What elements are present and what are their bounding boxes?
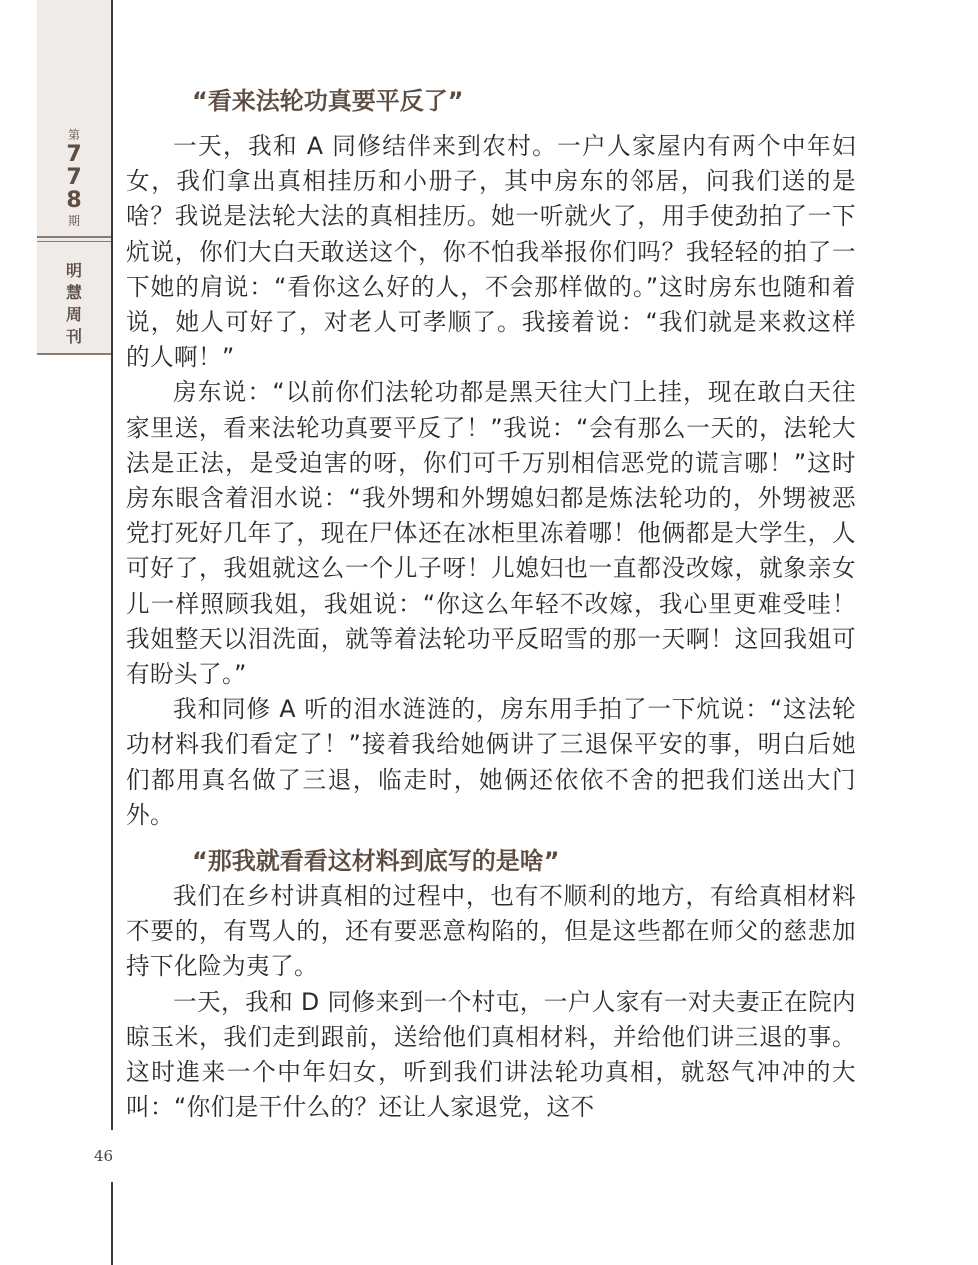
- magazine-name-char: 明: [65, 261, 82, 280]
- issue-digit: 8: [66, 188, 82, 213]
- issue-digit: 7: [66, 142, 82, 167]
- paragraph: 房东说：“以前你们法轮功都是黑天往大门上挂，现在敢白天往家里送，看来法轮功真要平反了！”我说：“会有那么一天的，法轮大法是正法，是受迫害的呀，你们可千万别相信恶党的谎言哪！”这时房东眼含着泪水说：“我外甥和外甥媳妇都是炼法轮功的，外甥被恶党打死好几年了，现在尸体还在冰柜里冻着哪！他俩都是大学生，人可好了，我姐就这么一个儿子呀！儿媳妇也一直都没改嫁，就象亲女儿一样照顾我姐，我姐说：“你这么年轻不改嫁，我心里更难受哇！我姐整天以泪洗面，就等着法轮功平反昭雪的那一天啊！这回我姐可有盼头了。”: [126, 378, 856, 689]
- magazine-name-char: 周: [65, 305, 82, 324]
- tab-divider: [37, 241, 111, 242]
- page-number: 46: [94, 1147, 114, 1165]
- tab-divider: [37, 236, 111, 238]
- section-heading: “看来法轮功真要平反了”: [192, 87, 464, 115]
- magazine-name-char: 刊: [65, 327, 82, 346]
- margin-rule: [111, 0, 113, 1265]
- paragraph: 一天，我和 A 同修结伴来到农村。一户人家屋内有两个中年妇女，我们拿出真相挂历和小册子，其中房东的邻居，问我们送的是啥？我说是法轮大法的真相挂历。她一听就火了，用手使劲拍了一下炕说，你们大白天敢送这个，你不怕我举报你们吗？我轻轻的拍了一下她的肩说：“看你这么好的人，不会那样做的。”这时房东也随和着说，她人可好了，对老人可孝顺了。我接着说：“我们就是来救这样的人啊！”: [126, 132, 856, 372]
- paragraph: 我和同修 A 听的泪水涟涟的，房东用手拍了一下炕说：“这法轮功材料我们看定了！”接着我给她俩讲了三退保平安的事，明白后她们都用真名做了三退，临走时，她俩还依依不舍的把我们送出大门外。: [126, 695, 856, 829]
- issue-side-tab: [37, 0, 111, 355]
- paragraph: 我们在乡村讲真相的过程中，也有不顺利的地方，有给真相材料不要的，有骂人的，还有要恶意构陷的，但是这些都在师父的慈悲加持下化险为夷了。: [126, 882, 856, 981]
- magazine-name-char: 慧: [65, 283, 82, 302]
- paragraph: 一天，我和 D 同修来到一个村屯，一户人家有一对夫妻正在院内晾玉米，我们走到跟前，送给他们真相材料，并给他们讲三退的事。这时進来一个中年妇女，听到我们讲法轮功真相，就怒气冲冲的大叫：“你们是干什么的？还让人家退党，这不: [126, 987, 856, 1122]
- article-body: [126, 83, 856, 1125]
- section-heading: “那我就看看这材料到底写的是啥”: [192, 847, 560, 876]
- issue-suffix: 期: [67, 214, 80, 228]
- issue-prefix: 第: [67, 128, 80, 142]
- issue-digit: 7: [66, 165, 82, 190]
